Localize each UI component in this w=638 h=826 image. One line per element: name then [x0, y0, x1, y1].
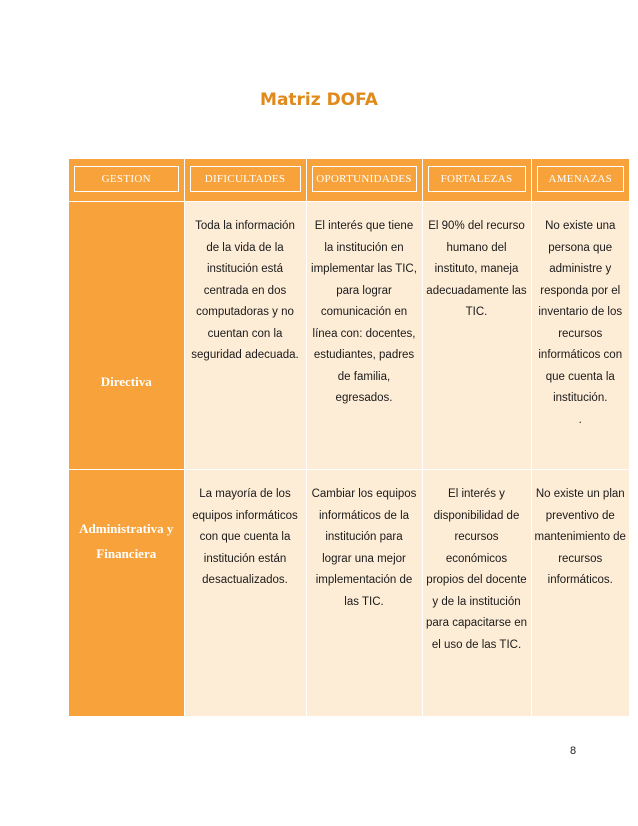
- cell-amenazas: No existe un plan preventivo de mantenimiento de recursos informáticos.: [531, 470, 629, 717]
- cell-amenazas: No existe una persona que administre y responda por el inventario de los recursos informáticos con que cuenta la institución. .: [531, 202, 629, 470]
- header-amenazas: AMENAZAS: [531, 159, 629, 202]
- cell-fortalezas: El interés y disponibilidad de recursos económicos propios del docente y de la institución para capacitarse en el uso de las TIC.: [422, 470, 531, 717]
- table-row: [69, 202, 629, 470]
- cell-oportunidades: El interés que tiene la institución en implementar las TIC, para lograr comunicación en línea con: docentes, estudiantes, padres de familia, egresados.: [306, 202, 422, 470]
- page-title: Matriz DOFA: [260, 90, 378, 110]
- cell-oportunidades: Cambiar los equipos informáticos de la institución para lograr una mejor implementación de las TIC.: [306, 470, 422, 717]
- header-oportunidades: OPORTUNIDADES: [306, 159, 422, 202]
- header-fortalezas: FORTALEZAS: [422, 159, 531, 202]
- row-label-text: Directiva: [100, 374, 152, 389]
- cell-dificultades: Toda la información de la vida de la institución está centrada en dos computadoras y no cuentan con la seguridad adecuada.: [184, 202, 306, 470]
- table-row: [69, 470, 629, 717]
- row-label-text: Administrativa y Financiera: [79, 521, 174, 561]
- cell-dificultades: La mayoría de los equipos informáticos con que cuenta la institución están desactualizados.: [184, 470, 306, 717]
- dofa-matrix: [69, 159, 629, 716]
- row-label-administrativa: [69, 470, 184, 717]
- header-row: [69, 159, 629, 202]
- row-label-directiva: [69, 202, 184, 470]
- header-dificultades: DIFICULTADES: [184, 159, 306, 202]
- cell-fortalezas: El 90% del recurso humano del instituto, maneja adecuadamente las TIC.: [422, 202, 531, 470]
- header-gestion: GESTION: [69, 159, 184, 202]
- page-number: 8: [570, 745, 577, 757]
